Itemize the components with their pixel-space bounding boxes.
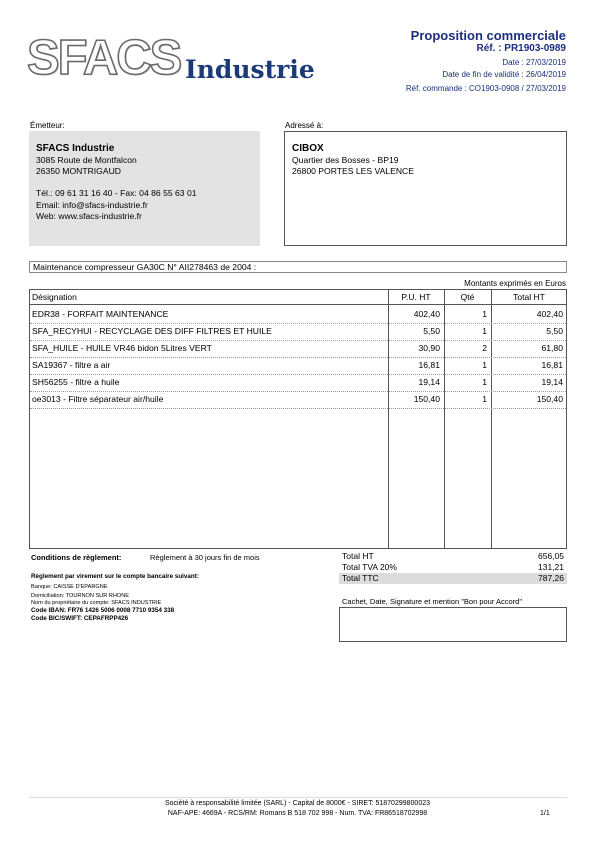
payment-conditions-label: Conditions de règlement: [31, 553, 122, 562]
logo-industrie-text: Industrie [185, 55, 315, 84]
header-quantity: Qté [460, 292, 475, 302]
totals-block [339, 551, 567, 584]
cell-designation: SFA_RECYHUI - RECYCLAGE DES DIFF FILTRES ET HUILE [32, 326, 272, 336]
cell-unit-price: 402,40 [413, 309, 440, 319]
items-table [29, 289, 567, 549]
total-ht-label: Total HT [342, 551, 374, 561]
recipient-block [284, 131, 567, 246]
cell-unit-price: 150,40 [413, 394, 440, 404]
sender-web: Web: www.sfacs-industrie.fr [36, 211, 142, 221]
payment-conditions-value: Règlement à 30 jours fin de mois [150, 553, 260, 562]
table-header [30, 290, 566, 305]
document-ref: Réf. : PR1903-0989 [476, 43, 566, 54]
currency-note: Montants exprimés en Euros [464, 279, 566, 288]
total-ttc-value: 787,26 [538, 573, 564, 583]
footer-divider [29, 797, 567, 798]
cell-quantity: 2 [482, 343, 487, 353]
table-row [30, 357, 566, 375]
total-ht-value: 656,05 [538, 551, 564, 561]
sender-address-1: 3085 Route de Montfalcon [36, 155, 137, 165]
sender-phone: Tél.: 09 61 31 16 40 - Fax: 04 86 55 63 01 [36, 188, 197, 198]
cell-unit-price: 30,90 [418, 343, 440, 353]
cell-total: 5,50 [546, 326, 563, 336]
bank-domiciliation: Domiciliation: TOURNON SUR RHONE [31, 593, 130, 599]
cell-designation: EDR38 - FORFAIT MAINTENANCE [32, 309, 169, 319]
cell-total: 402,40 [536, 309, 563, 319]
cell-designation: SA19367 - filtre a air [32, 360, 111, 370]
company-logo [27, 30, 317, 90]
cell-total: 61,80 [541, 343, 563, 353]
footer-legal-1: Société à responsabilité limitée (SARL) - Capital de 8000€ - SIRET: 51870299800023 [165, 800, 430, 807]
cell-total: 150,40 [536, 394, 563, 404]
signature-box[interactable] [339, 607, 567, 642]
cell-quantity: 1 [482, 394, 487, 404]
table-row [30, 374, 566, 392]
bic-code: Code BIC/SWIFT: CEPAFRPP426 [31, 615, 129, 622]
sender-name: SFACS Industrie [36, 143, 115, 154]
cell-unit-price: 5,50 [423, 326, 440, 336]
cell-designation: SH56255 - filtre a huile [32, 377, 120, 387]
recipient-address-2: 26800 PORTES LES VALENCE [292, 166, 414, 176]
total-tva-label: Total TVA 20% [342, 562, 397, 572]
total-ttc-row [339, 573, 567, 584]
total-tva-row [339, 562, 567, 573]
iban-code: Code IBAN: FR76 1426 5006 0008 7710 9354 338 [31, 607, 175, 614]
header-designation: Désignation [32, 292, 77, 302]
recipient-label: Adressé à: [285, 121, 324, 130]
table-row [30, 391, 566, 409]
footer-legal-2: NAF-APE: 4669A - RCS/RM: Romans B 518 702 998 - Num. TVA: FR86518702998 [167, 810, 428, 817]
validity-date: Date de fin de validité : 26/04/2019 [442, 70, 566, 79]
page-number: 1/1 [540, 810, 550, 817]
sender-block [29, 131, 260, 246]
total-tva-value: 131,21 [538, 562, 564, 572]
cell-designation: SFA_HUILE - HUILE VR46 bidon 5Litres VERT [32, 343, 212, 353]
cell-unit-price: 16,81 [418, 360, 440, 370]
header-total: Total HT [513, 292, 545, 302]
account-owner: Nom du propriétaire du compte: SFACS INDUSTRIE [31, 600, 162, 606]
logo-sfacs-text: SFACS [27, 31, 181, 85]
cell-quantity: 1 [482, 309, 487, 319]
document-title: Proposition commerciale [410, 28, 566, 43]
sender-address-2: 26350 MONTRIGAUD [36, 166, 122, 176]
table-row [30, 306, 566, 324]
cell-total: 16,81 [541, 360, 563, 370]
document-date: Date : 27/03/2019 [502, 58, 566, 67]
cell-unit-price: 19,14 [418, 377, 440, 387]
table-row [30, 323, 566, 341]
table-row [30, 340, 566, 358]
recipient-name: CIBOX [292, 143, 324, 154]
cell-total: 19,14 [541, 377, 563, 387]
sender-label: Émetteur: [30, 121, 65, 130]
cell-quantity: 1 [482, 377, 487, 387]
signature-label: Cachet, Date, Signature et mention "Bon pour Accord" [342, 597, 523, 606]
cell-quantity: 1 [482, 326, 487, 336]
subject-line: Maintenance compresseur GA30C N° AII278463 de 2004 : [29, 261, 567, 273]
cell-quantity: 1 [482, 360, 487, 370]
bank-name: Banque: CAISSE D'EPARGNE [31, 584, 108, 590]
order-ref: Réf. commande : CO1903-0908 / 27/03/2019 [405, 84, 566, 93]
total-ht-row [339, 551, 567, 562]
transfer-title: Règlement par virement sur le compte bancaire suivant: [31, 573, 199, 580]
sender-email: Email: info@sfacs-industrie.fr [36, 200, 148, 210]
cell-designation: oe3013 - Filtre séparateur air/huile [32, 394, 164, 404]
recipient-address-1: Quartier des Bosses - BP19 [292, 155, 399, 165]
total-ttc-label: Total TTC [342, 573, 379, 583]
header-unit-price: P.U. HT [401, 292, 431, 302]
